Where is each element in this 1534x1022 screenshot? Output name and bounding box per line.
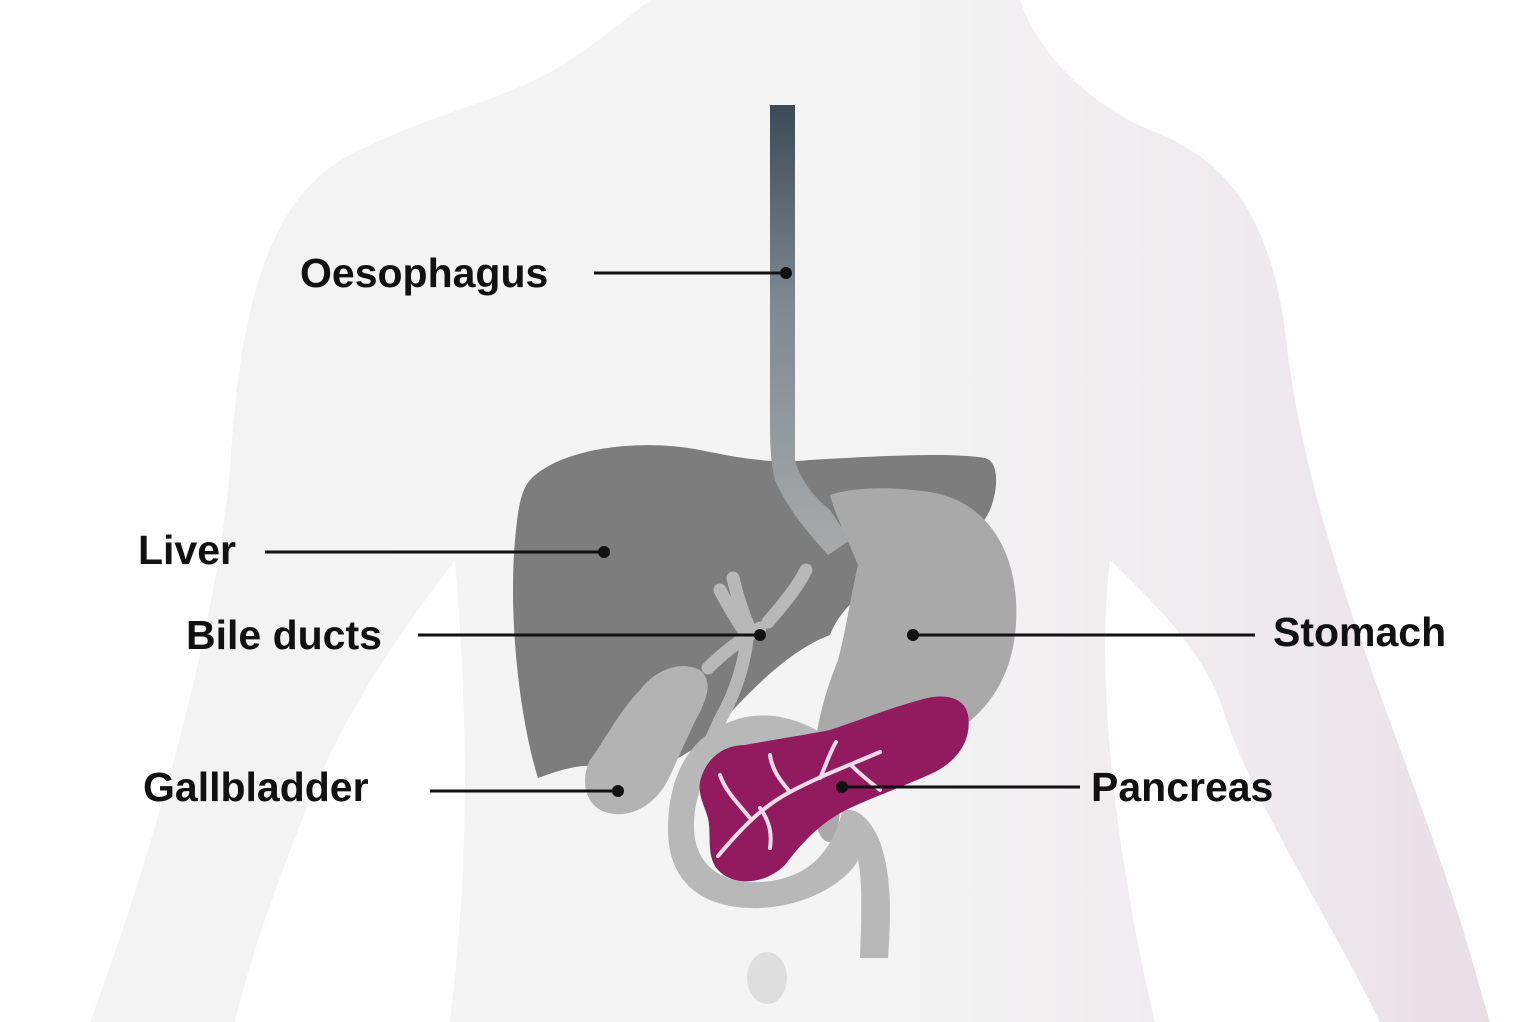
bile-ducts-label: Bile ducts bbox=[186, 612, 382, 658]
liver-label: Liver bbox=[138, 527, 236, 573]
gallbladder-dot bbox=[612, 785, 624, 797]
bile-ducts-dot bbox=[754, 629, 766, 641]
pancreas-label: Pancreas bbox=[1091, 764, 1274, 810]
liver-dot bbox=[598, 546, 610, 558]
stomach-dot bbox=[907, 629, 919, 641]
oesophagus-dot bbox=[780, 267, 792, 279]
gallbladder-label: Gallbladder bbox=[143, 764, 369, 810]
navel bbox=[747, 952, 787, 1004]
oesophagus-label: Oesophagus bbox=[300, 250, 549, 296]
pancreas-dot bbox=[836, 781, 848, 793]
stomach-label: Stomach bbox=[1273, 609, 1447, 655]
